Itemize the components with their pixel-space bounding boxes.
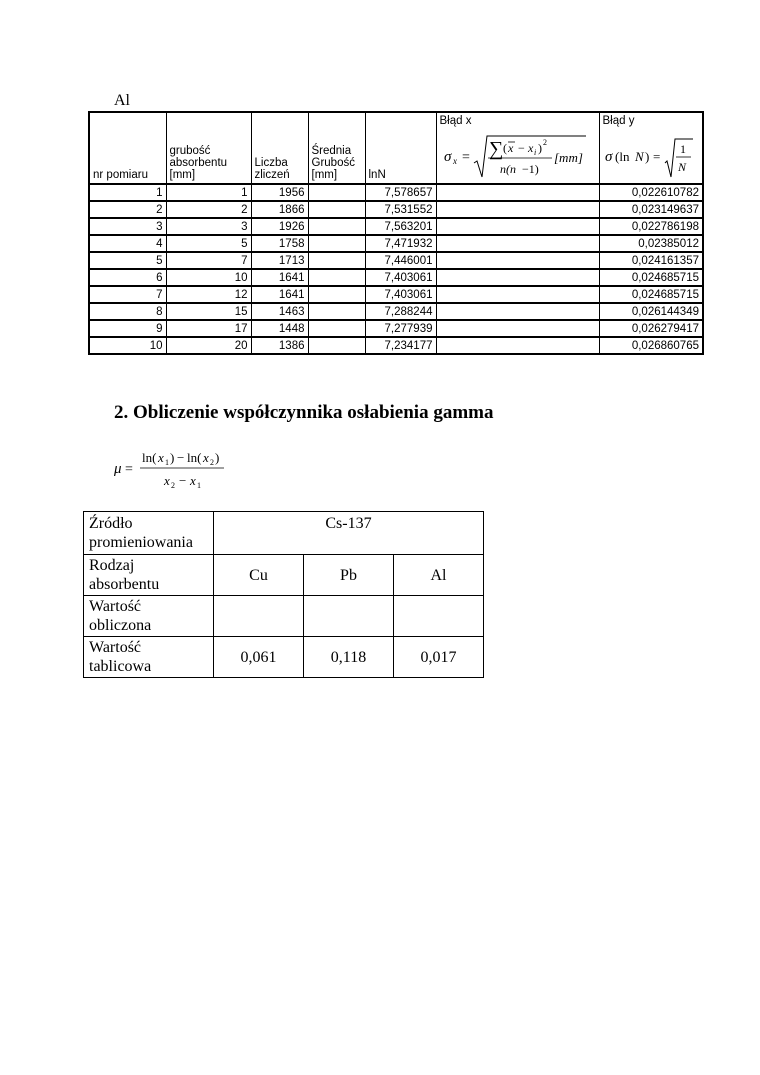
computed-al	[394, 596, 484, 637]
header-nr: nr pomiaru	[89, 112, 166, 184]
svg-text:−1): −1)	[521, 162, 539, 176]
cell-avg	[308, 337, 365, 354]
svg-text:=: =	[125, 462, 133, 477]
table-row	[89, 303, 703, 320]
cell-ln: 7,446001	[365, 252, 436, 269]
header-error-x: Błąd x σ x = ∑ ( x − x i ) 2 n(n −1) [mm]	[436, 112, 599, 184]
table-row	[89, 252, 703, 269]
cell-err-y: 0,023149637	[599, 201, 703, 218]
cell-thickness: 12	[166, 286, 251, 303]
cell-err-x	[436, 184, 599, 201]
cell-count: 1926	[251, 218, 308, 235]
svg-text:ln(: ln(	[142, 450, 157, 465]
header-ln: lnN	[365, 112, 436, 184]
svg-text:x: x	[507, 141, 513, 155]
cell-thickness: 10	[166, 269, 251, 286]
cell-count: 1956	[251, 184, 308, 201]
cell-avg	[308, 252, 365, 269]
cell-ln: 7,563201	[365, 218, 436, 235]
cell-ln: 7,403061	[365, 269, 436, 286]
table-header-row	[89, 112, 703, 184]
computed-pb	[304, 596, 394, 637]
svg-text:n(n: n(n	[499, 162, 516, 176]
table-row	[89, 337, 703, 354]
cell-nr: 9	[89, 320, 166, 337]
measurement-rows	[89, 184, 703, 354]
cell-err-y: 0,024685715	[599, 269, 703, 286]
cell-ln: 7,471932	[365, 235, 436, 252]
svg-text:): )	[537, 141, 542, 155]
cell-ln: 7,234177	[365, 337, 436, 354]
cell-err-y: 0,026279417	[599, 320, 703, 337]
computed-cu	[214, 596, 304, 637]
cell-err-y: 0,026144349	[599, 303, 703, 320]
svg-text:x: x	[164, 473, 170, 488]
cell-ln: 7,578657	[365, 184, 436, 201]
table-row	[89, 218, 703, 235]
svg-text:2: 2	[210, 458, 214, 467]
summary-table	[83, 511, 484, 678]
cell-nr: 8	[89, 303, 166, 320]
absorbent-al: Al	[394, 555, 484, 596]
table-row	[89, 320, 703, 337]
table-value-label: Wartość tablicowa	[84, 637, 214, 678]
cell-thickness: 2	[166, 201, 251, 218]
cell-thickness: 20	[166, 337, 251, 354]
svg-text:1: 1	[197, 481, 201, 490]
svg-text:σ: σ	[443, 149, 451, 165]
svg-text:μ: μ	[114, 461, 122, 477]
cell-nr: 4	[89, 235, 166, 252]
cell-nr: 7	[89, 286, 166, 303]
sigma-ln-formula	[603, 133, 700, 179]
table-row	[89, 201, 703, 218]
svg-text:x: x	[527, 141, 533, 155]
section-heading: 2. Obliczenie współczynnika osłabienia gamma	[114, 402, 494, 423]
svg-text:=: =	[652, 149, 660, 164]
svg-text:): )	[170, 450, 175, 465]
svg-text:−: −	[179, 473, 187, 488]
cell-count: 1641	[251, 269, 308, 286]
cell-count: 1758	[251, 235, 308, 252]
cell-count: 1448	[251, 320, 308, 337]
cell-avg	[308, 201, 365, 218]
mu-formula	[114, 445, 244, 498]
svg-text:(: (	[502, 141, 507, 155]
cell-err-x	[436, 303, 599, 320]
cell-err-x	[436, 201, 599, 218]
cell-avg	[308, 320, 365, 337]
cell-count: 1866	[251, 201, 308, 218]
cell-avg	[308, 184, 365, 201]
section-label: Al	[114, 92, 130, 109]
table-row	[89, 286, 703, 303]
table-value-cu: 0,061	[214, 637, 304, 678]
cell-thickness: 17	[166, 320, 251, 337]
cell-nr: 2	[89, 201, 166, 218]
svg-text:x: x	[190, 473, 196, 488]
cell-err-x	[436, 252, 599, 269]
cell-err-y: 0,022786198	[599, 218, 703, 235]
svg-text:σ: σ	[604, 149, 612, 165]
header-count: Liczba zliczeń	[251, 112, 308, 184]
source-value: Cs-137	[214, 512, 484, 555]
cell-err-y: 0,024685715	[599, 286, 703, 303]
svg-text:∑: ∑	[488, 138, 503, 160]
cell-err-y: 0,022610782	[599, 184, 703, 201]
cell-ln: 7,277939	[365, 320, 436, 337]
sigma-x-formula	[440, 133, 596, 179]
header-thickness: grubość absorbentu [mm]	[166, 112, 251, 184]
cell-ln: 7,531552	[365, 201, 436, 218]
cell-thickness: 5	[166, 235, 251, 252]
cell-count: 1463	[251, 303, 308, 320]
table-value-row	[84, 637, 484, 678]
cell-count: 1713	[251, 252, 308, 269]
cell-err-y: 0,026860765	[599, 337, 703, 354]
cell-nr: 3	[89, 218, 166, 235]
cell-ln: 7,288244	[365, 303, 436, 320]
cell-avg	[308, 218, 365, 235]
svg-text:−: −	[517, 141, 525, 155]
cell-nr: 10	[89, 337, 166, 354]
svg-text:): )	[215, 450, 220, 465]
absorbent-row	[84, 555, 484, 596]
cell-err-x	[436, 337, 599, 354]
header-avg-thickness: Średnia Grubość [mm]	[308, 112, 365, 184]
table-row	[89, 269, 703, 286]
cell-avg	[308, 303, 365, 320]
source-label: Źródło promieniowania	[84, 512, 214, 555]
cell-nr: 6	[89, 269, 166, 286]
computed-row	[84, 596, 484, 637]
svg-text:=: =	[461, 150, 470, 165]
cell-count: 1641	[251, 286, 308, 303]
cell-ln: 7,403061	[365, 286, 436, 303]
table-row	[89, 184, 703, 201]
cell-err-x	[436, 320, 599, 337]
svg-text:x: x	[203, 450, 209, 465]
computed-label: Wartość obliczona	[84, 596, 214, 637]
svg-text:N: N	[634, 149, 644, 164]
absorbent-label: Rodzaj absorbentu	[84, 555, 214, 596]
svg-text:2: 2	[542, 138, 547, 147]
cell-nr: 1	[89, 184, 166, 201]
svg-text:[mm]: [mm]	[553, 150, 583, 165]
svg-text:i: i	[533, 148, 536, 157]
header-error-y: Błąd y σ (ln N ) = 1 N	[599, 112, 703, 184]
svg-text:(ln: (ln	[614, 149, 629, 164]
cell-err-y: 0,02385012	[599, 235, 703, 252]
table-row	[89, 235, 703, 252]
measurement-table	[88, 111, 704, 355]
svg-text:ln(: ln(	[187, 450, 202, 465]
cell-thickness: 1	[166, 184, 251, 201]
cell-err-x	[436, 286, 599, 303]
cell-thickness: 3	[166, 218, 251, 235]
svg-text:): )	[644, 149, 649, 164]
table-value-al: 0,017	[394, 637, 484, 678]
cell-err-y: 0,024161357	[599, 252, 703, 269]
absorbent-cu: Cu	[214, 555, 304, 596]
cell-thickness: 7	[166, 252, 251, 269]
cell-avg	[308, 269, 365, 286]
source-row	[84, 512, 484, 555]
svg-text:1: 1	[679, 142, 686, 156]
cell-thickness: 15	[166, 303, 251, 320]
absorbent-pb: Pb	[304, 555, 394, 596]
svg-text:x: x	[452, 156, 457, 166]
cell-avg	[308, 235, 365, 252]
svg-text:2: 2	[171, 481, 175, 490]
svg-text:N: N	[677, 160, 686, 174]
table-value-pb: 0,118	[304, 637, 394, 678]
cell-nr: 5	[89, 252, 166, 269]
cell-err-x	[436, 269, 599, 286]
svg-text:−: −	[177, 450, 185, 465]
cell-err-x	[436, 218, 599, 235]
cell-avg	[308, 286, 365, 303]
svg-text:x: x	[158, 450, 164, 465]
svg-text:1: 1	[165, 458, 169, 467]
cell-err-x	[436, 235, 599, 252]
cell-count: 1386	[251, 337, 308, 354]
